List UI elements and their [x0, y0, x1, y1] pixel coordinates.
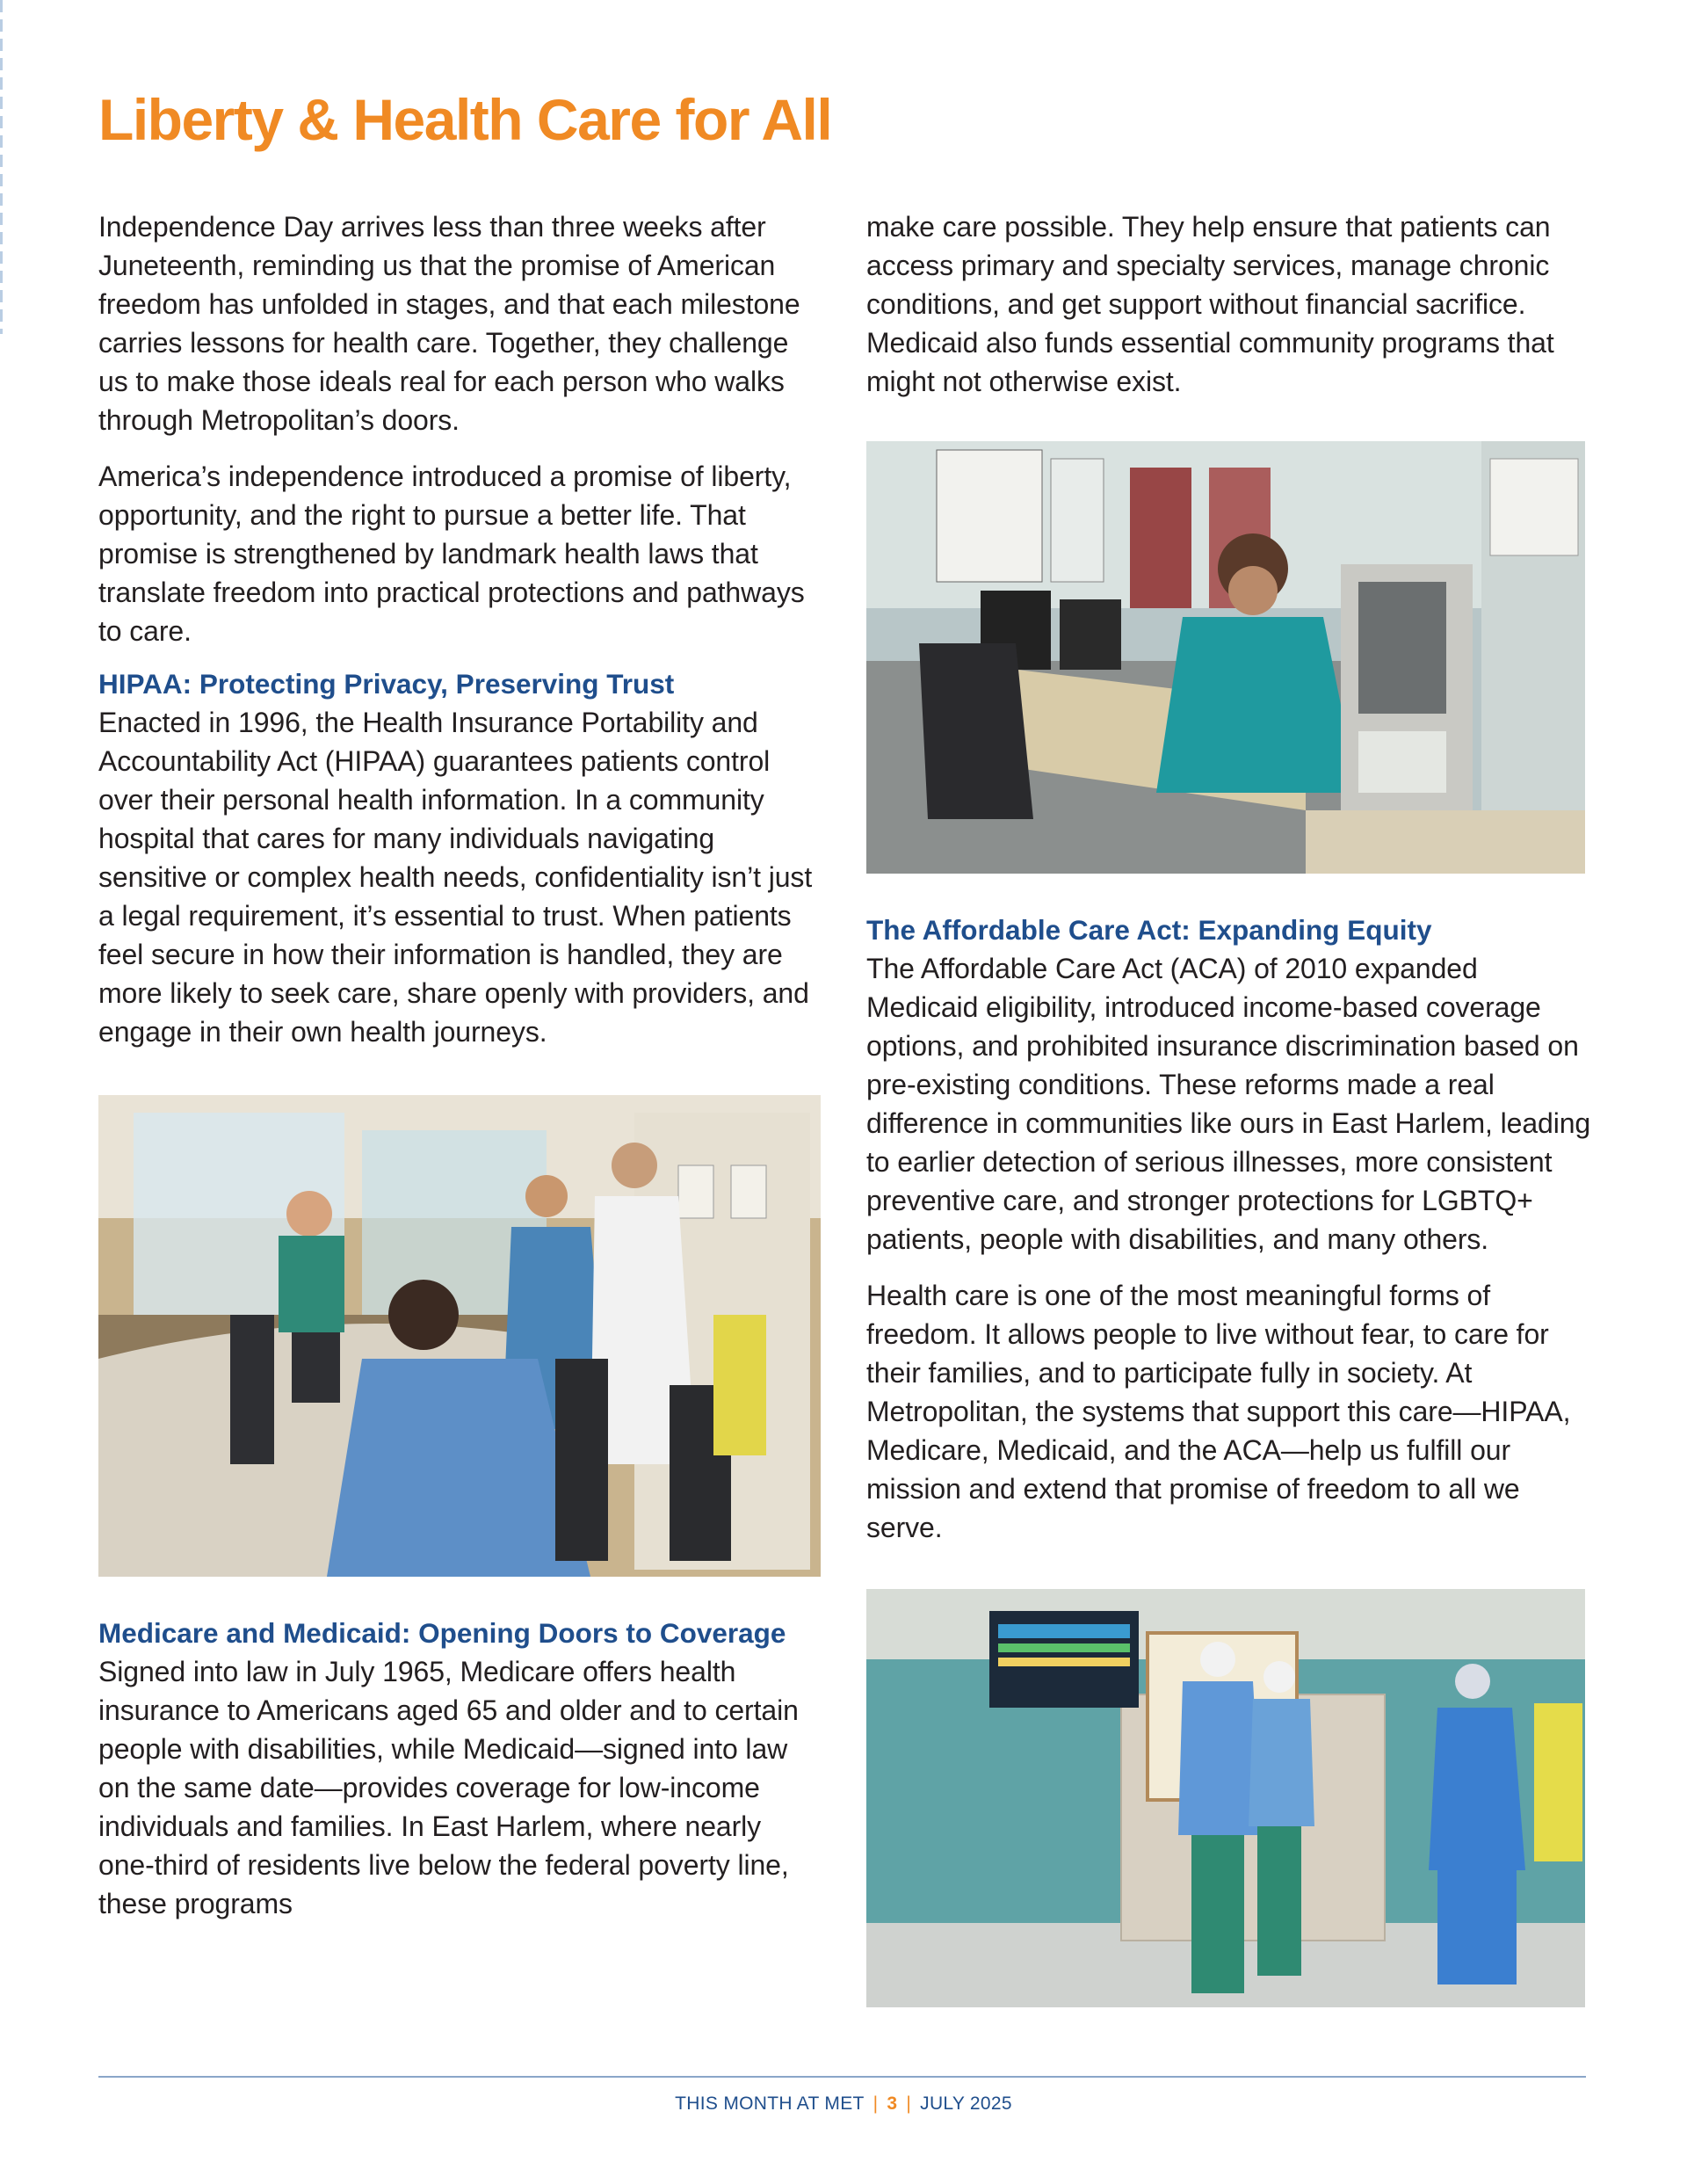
right-column: [866, 207, 1596, 2007]
footer-publication: THIS MONTH AT MET: [675, 2093, 865, 2114]
hipaa-paragraph: Enacted in 1996, the Health Insurance Portability and Accountability Act (HIPAA) guarantees patients control over their personal health information. In a community hospital that cares for many individuals navigating sensitive or complex health needs, confidentiality isn’t just a legal requirement, it’s essential to trust. When patients feel secure in how their information is handled, they are more likely to seek care, share openly with providers, and engage in their own health journeys.: [98, 707, 813, 1048]
footer-page-number: 3: [887, 2093, 898, 2114]
left-column: [98, 207, 821, 1923]
footer-date: JULY 2025: [920, 2093, 1012, 2114]
page-title: Liberty & Health Care for All: [98, 87, 832, 152]
photo-staff-hallway: [866, 1589, 1585, 2007]
hipaa-heading: HIPAA: Protecting Privacy, Preserving Trust: [98, 668, 675, 700]
page-edge-mark: [0, 0, 3, 334]
footer-separator: |: [872, 2093, 879, 2114]
photo-nurse-at-workstation-image: [866, 441, 1585, 874]
closing-paragraph: Health care is one of the most meaningful forms of freedom. It allows people to live without fear, to care for their families, and to participate fully in society. At Metropolitan, the systems that support this care—HIPAA, Medicare, Medicaid, and the ACA—help us fulfill our mission and extend that promise of freedom to all we serve.: [866, 1280, 1571, 1543]
medicare-heading: Medicare and Medicaid: Opening Doors to Coverage: [98, 1617, 786, 1649]
photo-nurse-at-workstation: [866, 441, 1585, 874]
photo-nurses-station: [98, 1095, 821, 1577]
page-footer: [0, 2093, 1687, 2115]
footer-separator: |: [906, 2093, 912, 2114]
intro-paragraph-2: America’s independence introduced a promise of liberty, opportunity, and the right to pursue a better life. That promise is strengthened by landmark health laws that translate freedom into practical protections and pathways to care.: [98, 461, 805, 647]
medicare-paragraph: Signed into law in July 1965, Medicare offers health insurance to Americans aged 65 and older and to certain people with disabilities, while Medicaid—signed into law on the same date—provides coverage for low-income individuals and families. In East Harlem, where nearly one-third of residents live below the federal poverty line, these programs: [98, 1656, 799, 1919]
footer-rule: [98, 2076, 1586, 2078]
photo-nurses-station-image: [98, 1095, 821, 1577]
aca-paragraph: The Affordable Care Act (ACA) of 2010 expanded Medicaid eligibility, introduced income-based coverage options, and prohibited insurance discrimination based on pre-existing conditions. These reforms made a real difference in communities like ours in East Harlem, leading to earlier detection of serious illnesses, more consistent preventive care, and stronger protections for LGBTQ+ patients, people with disabilities, and many others.: [866, 953, 1591, 1255]
intro-paragraph-1: Independence Day arrives less than three weeks after Juneteenth, reminding us that the promise of American freedom has unfolded in stages, and that each milestone carries lessons for health care. Together, they challenge us to make those ideals real for each person who walks through Metropolitan’s doors.: [98, 211, 800, 436]
continued-paragraph: make care possible. They help ensure that patients can access primary and specialty services, manage chronic conditions, and get support without financial sacrifice. Medicaid also funds essential community programs that might not otherwise exist.: [866, 211, 1554, 397]
photo-staff-hallway-image: [866, 1589, 1585, 2007]
aca-heading: The Affordable Care Act: Expanding Equity: [866, 914, 1432, 946]
